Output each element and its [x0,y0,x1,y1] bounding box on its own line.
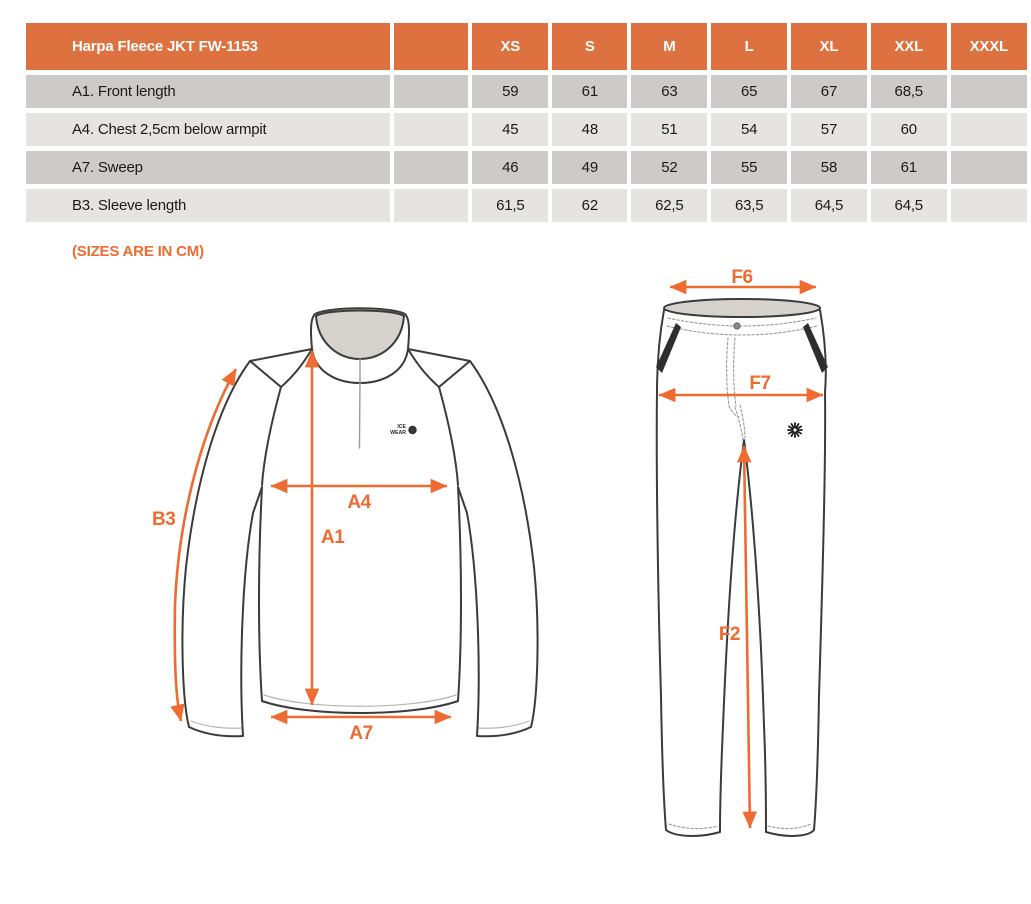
spacer-cell [394,113,469,146]
size-value: 58 [791,151,867,184]
size-value: 46 [472,151,548,184]
size-value [951,113,1027,146]
measurement-label: A4. Chest 2,5cm below armpit [26,113,390,146]
size-value: 55 [711,151,787,184]
a7-label: A7 [349,723,373,744]
size-value: 65 [711,75,787,108]
logo-text-line1: ICE [397,424,406,430]
size-header-xs: XS [472,23,548,70]
size-value: 64,5 [871,189,947,222]
pants-diagram [630,266,850,856]
size-value [951,75,1027,108]
a4-label: A4 [347,492,371,513]
measurement-label: A1. Front length [26,75,390,108]
waist-button [734,323,740,329]
size-value: 51 [631,113,707,146]
size-header-xxl: XXL [871,23,947,70]
size-header-xl: XL [791,23,867,70]
size-value: 62,5 [631,189,707,222]
units-note: (SIZES ARE IN CM) [72,243,204,260]
size-value [951,151,1027,184]
size-value: 45 [472,113,548,146]
spacer-cell [394,75,469,108]
spacer-cell [394,151,469,184]
table-row-front-length [26,75,1027,108]
size-value: 63 [631,75,707,108]
size-value: 61 [871,151,947,184]
pants-body [657,310,826,836]
size-value [951,189,1027,222]
size-value: 49 [552,151,627,184]
zipper-line [360,359,361,441]
size-header-s: S [552,23,627,70]
size-header-l: L [711,23,787,70]
measurement-label: B3. Sleeve length [26,189,390,222]
header-row [26,23,1027,70]
measurement-label: A7. Sweep [26,151,390,184]
size-value: 63,5 [711,189,787,222]
size-header-m: M [631,23,707,70]
size-value: 67 [791,75,867,108]
size-header-xxxl: XXXL [951,23,1027,70]
size-value: 62 [552,189,627,222]
table-row-chest [26,113,1027,146]
f2-inseam-arrow [744,446,750,828]
size-value: 61 [552,75,627,108]
jacket-outline [182,308,537,736]
size-table [22,18,1031,227]
size-value: 59 [472,75,548,108]
size-value: 52 [631,151,707,184]
size-value: 61,5 [472,189,548,222]
size-value: 60 [871,113,947,146]
size-value: 68,5 [871,75,947,108]
logo-text-line2: WEAR [390,430,406,436]
a1-label: A1 [321,527,345,548]
f2-label: F2 [718,624,740,645]
snowflake-icon [408,426,416,434]
product-title: Harpa Fleece JKT FW-1153 [26,23,390,70]
size-chart-page [0,18,1031,872]
table-row-sweep [26,151,1027,184]
spacer-cell [394,189,469,222]
size-value: 57 [791,113,867,146]
size-value: 64,5 [791,189,867,222]
size-value: 48 [552,113,627,146]
f6-label: F6 [731,267,753,288]
waist-opening [664,299,820,317]
f7-label: F7 [749,373,771,394]
spacer-header-cell [394,23,469,70]
b3-label: B3 [152,509,176,530]
measurement-diagrams [0,260,1031,872]
jacket-diagram [140,275,560,755]
pants-outline [656,299,828,836]
table-row-sleeve-length [26,189,1027,222]
size-value: 54 [711,113,787,146]
